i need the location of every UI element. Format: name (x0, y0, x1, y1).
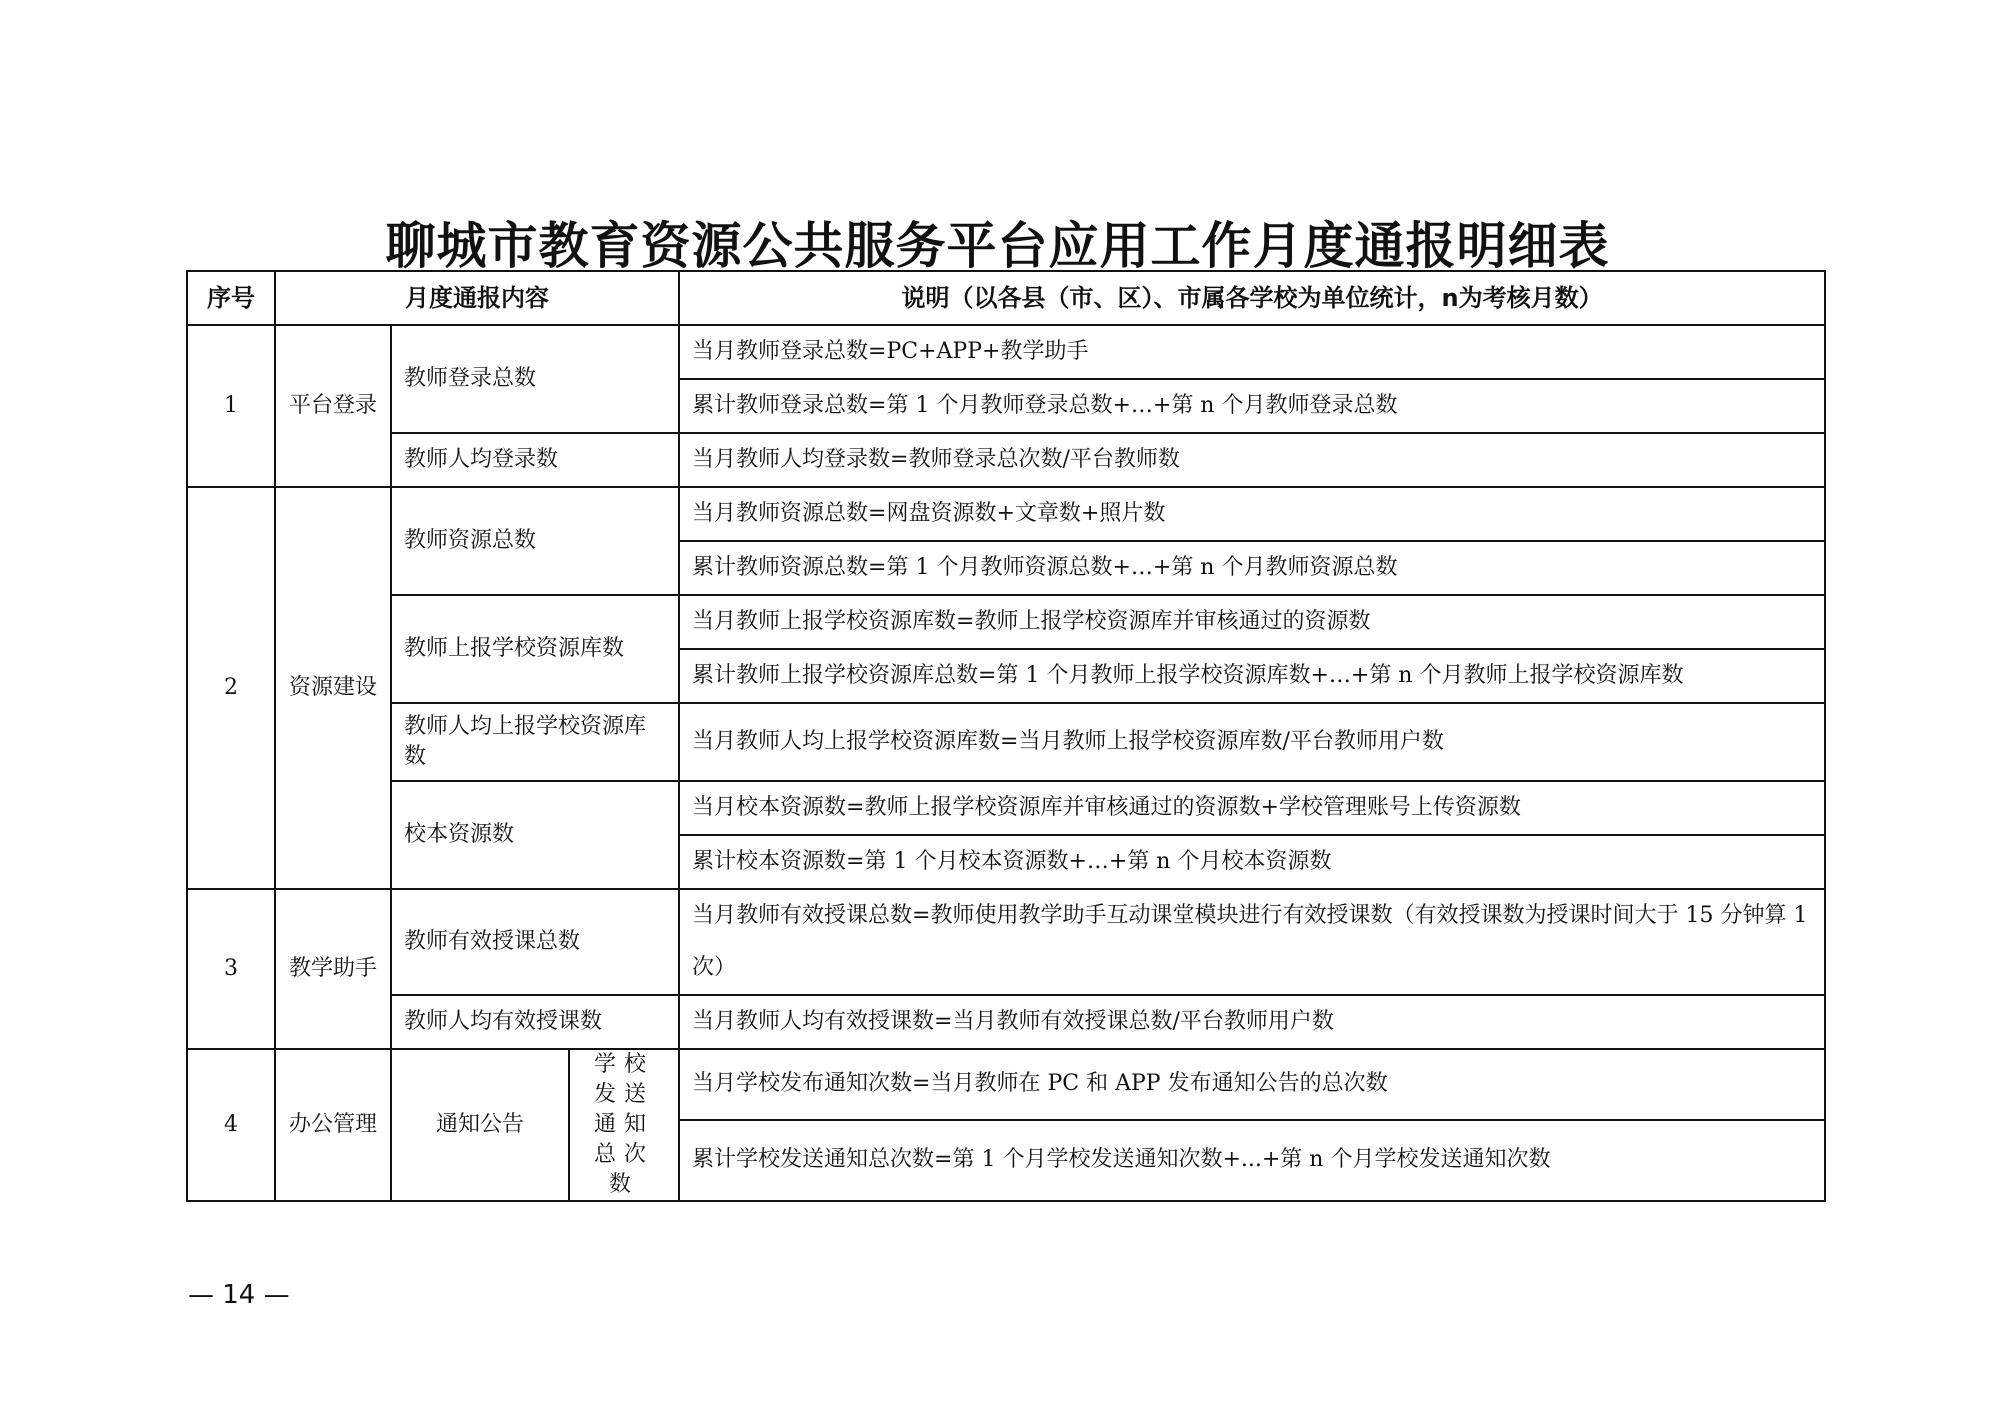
row-desc: 当月教师人均登录数=教师登录总次数/平台教师数 (679, 433, 1825, 487)
row-desc: 当月教师人均有效授课数=当月教师有效授课总数/平台教师用户数 (679, 995, 1825, 1049)
row-desc: 当月教师上报学校资源库数=教师上报学校资源库并审核通过的资源数 (679, 595, 1825, 649)
row-no: 3 (187, 889, 275, 1049)
row-category: 资源建设 (275, 487, 391, 889)
row-item: 教师有效授课总数 (391, 889, 679, 995)
table-row (187, 781, 1825, 835)
header-desc: 说明（以各县（市、区）、市属各学校为单位统计，n为考核月数） (679, 271, 1825, 325)
header-no: 序号 (187, 271, 275, 325)
row-no: 1 (187, 325, 275, 487)
row-desc: 累计学校发送通知总次数=第 1 个月学校发送通知次数+...+第 n 个月学校发送通知次数 (679, 1120, 1825, 1201)
row-desc: 当月教师人均上报学校资源库数=当月教师上报学校资源库数/平台教师用户数 (679, 703, 1825, 781)
row-desc: 累计教师资源总数=第 1 个月教师资源总数+…+第 n 个月教师资源总数 (679, 541, 1825, 595)
row-desc: 当月教师有效授课总数=教师使用教学助手互动课堂模块进行有效授课数（有效授课数为授课时间大于 15 分钟算 1 次） (679, 889, 1825, 995)
row-category: 教学助手 (275, 889, 391, 1049)
table-row (187, 595, 1825, 649)
row-desc: 当月学校发布通知次数=当月教师在 PC 和 APP 发布通知公告的总次数 (679, 1049, 1825, 1120)
table-row (187, 995, 1825, 1049)
row-item: 教师资源总数 (391, 487, 679, 595)
row-no: 4 (187, 1049, 275, 1201)
row-item: 教师上报学校资源库数 (391, 595, 679, 703)
table-row (187, 433, 1825, 487)
header-content: 月度通报内容 (275, 271, 679, 325)
row-item: 教师人均上报学校资源库数 (391, 703, 679, 781)
report-table (186, 270, 1826, 1202)
row-category: 办公管理 (275, 1049, 391, 1201)
row-desc: 累计教师上报学校资源库总数=第 1 个月教师上报学校资源库数+…+第 n 个月教师上报学校资源库数 (679, 649, 1825, 703)
row-desc: 当月教师资源总数=网盘资源数+文章数+照片数 (679, 487, 1825, 541)
table-row (187, 487, 1825, 541)
row-item: 教师人均有效授课数 (391, 995, 679, 1049)
table-row (187, 1049, 1825, 1120)
row-item: 通知公告 (391, 1049, 569, 1201)
row-desc: 累计校本资源数=第 1 个月校本资源数+…+第 n 个月校本资源数 (679, 835, 1825, 889)
row-subitem: 学校发送通知总次数 (569, 1049, 679, 1201)
row-category: 平台登录 (275, 325, 391, 487)
table-row (187, 325, 1825, 379)
row-item: 校本资源数 (391, 781, 679, 889)
table-row (187, 703, 1825, 781)
row-desc: 累计教师登录总数=第 1 个月教师登录总数+…+第 n 个月教师登录总数 (679, 379, 1825, 433)
page-number: — 14 — (188, 1280, 290, 1310)
row-no: 2 (187, 487, 275, 889)
table-row (187, 889, 1825, 995)
row-desc: 当月校本资源数=教师上报学校资源库并审核通过的资源数+学校管理账号上传资源数 (679, 781, 1825, 835)
table-header-row (187, 271, 1825, 325)
row-item: 教师人均登录数 (391, 433, 679, 487)
row-desc: 当月教师登录总数=PC+APP+教学助手 (679, 325, 1825, 379)
page-title: 聊城市教育资源公共服务平台应用工作月度通报明细表 (385, 216, 1610, 275)
row-item: 教师登录总数 (391, 325, 679, 433)
